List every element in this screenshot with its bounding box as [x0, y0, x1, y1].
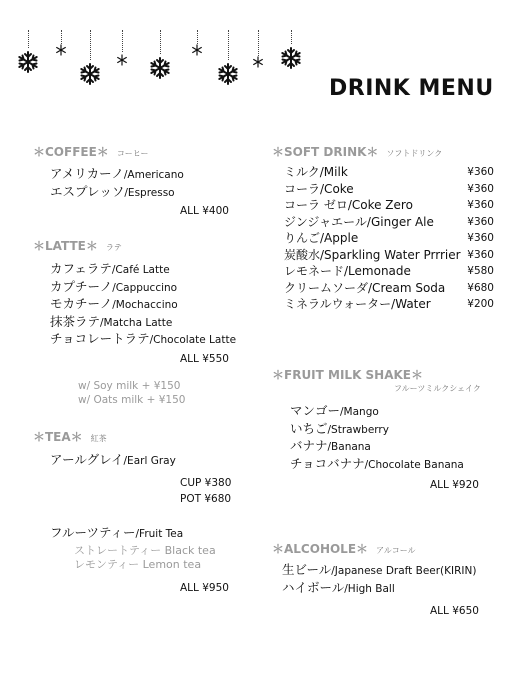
fruit-milk-shake-price: ALL ¥920 [430, 479, 479, 491]
list-item: コーラ ゼロ/Coke Zero ¥360 [284, 198, 494, 212]
snowflake-icon [19, 52, 36, 72]
cup-price: CUP ¥380 [180, 477, 232, 489]
list-item: アールグレイ/Earl Gray [50, 452, 176, 467]
oats-milk-option: w/ Oats milk + ¥150 [78, 394, 186, 406]
fruit-milk-shake-header: ＊FRUIT MILK SHAKE＊ [272, 368, 424, 382]
tea-header-jp: 紅茶 [90, 434, 107, 443]
alcohole-header-label: ＊ALCOHOLE＊ [272, 542, 369, 556]
latte-list [50, 261, 236, 349]
tea-prices [180, 475, 231, 507]
list-item: チョコバナナ/Chocolate Banana [290, 455, 464, 471]
list-item: レモネード/Lemonade ¥580 [284, 264, 494, 278]
fruit-tea-price: ALL ¥950 [180, 582, 229, 594]
pot-price: POT ¥680 [180, 493, 232, 505]
list-item: チョコレートラテ/Chocolate Latte [50, 331, 237, 346]
page-title: DRINK MENU [329, 76, 494, 101]
snowflake-icon [254, 57, 263, 67]
snowflakes [0, 0, 320, 95]
snowflake-icon [151, 58, 168, 78]
soft-drink-header [272, 143, 442, 160]
soft-drink-list [284, 164, 494, 313]
list-item: 抹茶ラテ/Matcha Latte [50, 313, 173, 329]
list-item: クリームソーダ/Cream Soda ¥680 [284, 280, 494, 295]
alcohole-header [272, 540, 416, 557]
soft-drink-header-jp: ソフトドリンク [386, 149, 443, 158]
list-item: ハイボール/High Ball [282, 579, 395, 595]
list-item: ミルク/Milk ¥360 [284, 165, 494, 179]
list-item: 炭酸水/Sparkling Water Prrrier ¥360 [284, 247, 494, 262]
snowflake-icon [81, 64, 98, 84]
coffee-header [33, 143, 149, 160]
list-item: りんご/Apple ¥360 [284, 231, 494, 245]
list-item: アメリカーノ/Americano [50, 166, 184, 181]
fruit-milk-shake-header-jp: フルーツミルクシェイク [394, 384, 481, 393]
snowflake-icon [57, 45, 66, 55]
list-item: バナナ/Banana [290, 438, 371, 453]
list-item: フルーツティー/Fruit Tea [50, 525, 184, 540]
coffee-header-label: ＊COFFEE＊ [33, 145, 109, 159]
alcohole-price: ALL ¥650 [430, 605, 479, 617]
tea-header [33, 428, 107, 445]
latte-header [33, 237, 122, 254]
list-item: カフェラテ/Café Latte [50, 261, 170, 276]
snowflake-icon [193, 45, 202, 55]
alcohole-header-jp: アルコール [376, 546, 416, 555]
latte-header-jp: ラテ [105, 243, 122, 252]
list-item: マンゴー/Mango [290, 403, 379, 418]
coffee-list [50, 166, 184, 201]
latte-price: ALL ¥550 [180, 353, 229, 365]
list-item: モカチーノ/Mochaccino [50, 296, 178, 311]
fruit-tea-options [74, 544, 216, 572]
snowflake-icon [282, 48, 299, 68]
soft-drink-header-label: ＊SOFT DRINK＊ [272, 145, 379, 159]
coffee-header-jp: コーヒー [116, 149, 149, 158]
lemon-tea-option: レモンティー Lemon tea [74, 558, 202, 571]
list-item: コーラ/Coke ¥360 [284, 181, 494, 196]
list-item: いちご/Strawberry [290, 420, 389, 436]
tea-header-label: ＊TEA＊ [33, 430, 83, 444]
list-item: エスプレッソ/Espresso [50, 183, 175, 199]
straight-tea-option: ストレートティー Black tea [74, 544, 216, 557]
snowflake-icon [219, 64, 236, 84]
snowflake-icon [118, 55, 127, 65]
latte-options [78, 379, 185, 407]
alcohole-list [282, 562, 476, 597]
list-item: ジンジャエール/Ginger Ale ¥360 [284, 214, 494, 229]
latte-header-label: ＊LATTE＊ [33, 239, 98, 253]
fruit-milk-shake-list [290, 403, 464, 473]
coffee-price: ALL ¥400 [180, 205, 229, 217]
list-item: カプチーノ/Cappuccino [50, 278, 178, 294]
list-item: 生ビール/Japanese Draft Beer(KIRIN) [282, 562, 477, 577]
soy-milk-option: w/ Soy milk + ¥150 [78, 380, 181, 392]
list-item: ミネラルウォーター/Water ¥200 [284, 297, 494, 311]
